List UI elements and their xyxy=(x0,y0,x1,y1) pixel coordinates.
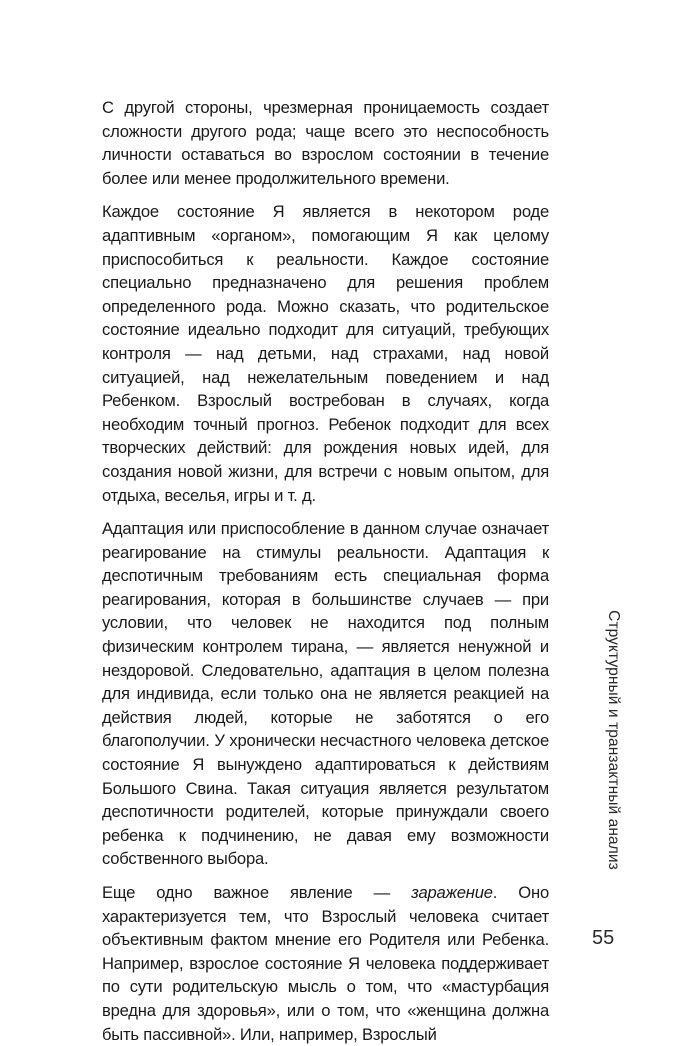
page-number: 55 xyxy=(592,927,615,949)
paragraph-4-start: Еще одно важное явление — xyxy=(102,883,412,902)
paragraph-3: Адаптация или приспособление в данном случае означает реагирование на стимулы реальности. Адаптация к деспотичным требованиям есть специальная форма реагирования, которая в большинстве случаев — при условии, что человек не находится под полным физическим контролем тирана, — является ненужной и нездоровой. Следовательно, адаптация в целом полезна для индивида, если только она не является реакцией на действия людей, которые не заботятся о его благополучии. У хронически несчастного человека детское состояние Я вынуждено адаптироваться к действиям Большого Свина. Такая ситуация является результатом деспотичности родителей, которые принуждали своего ребенка к подчинению, не давая ему возможности собственного выбора. xyxy=(102,519,549,869)
body-text xyxy=(102,96,549,1046)
running-title xyxy=(598,610,628,870)
running-title-text: Структурный и транзактный анализ xyxy=(605,610,623,870)
paragraph-4-rest: . Оно характеризуется тем, что Взрослый человека считает объективным фактом мнение его Родителя или Ребенка. Например, взрослое состояние Я человека поддерживает по сути родительскую мысль о том, что «мастурбация вредна для здоровья», или о том, что «женщина должна быть пассивной». Или, например, Взрослый xyxy=(102,883,549,1044)
paragraph-4-emphasis: заражение xyxy=(411,883,493,902)
paragraph-1: С другой стороны, чрезмерная проницаемость создает сложности другого рода; чаще всего это неспособность личности оставаться во взрослом состоянии в течение более или менее продолжительного времени. xyxy=(102,98,549,188)
paragraph-4 xyxy=(102,881,549,1046)
paragraph-2: Каждое состояние Я является в некотором роде адаптивным «органом», помогающим Я как целому приспособиться к реальности. Каждое состояние специально предназначено для решения проблем определенного рода. Можно сказать, что родительское состояние идеально подходит для ситуаций, требующих контроля — над детьми, над страхами, над новой ситуацией, над нежелательным поведением и над Ребенком. Взрослый востребован в случаях, когда необходим точный прогноз. Ребенок подходит для всех творческих действий: для рождения новых идей, для создания новой жизни, для встречи с новым опытом, для отдыха, веселья, игры и т. д. xyxy=(102,202,549,505)
